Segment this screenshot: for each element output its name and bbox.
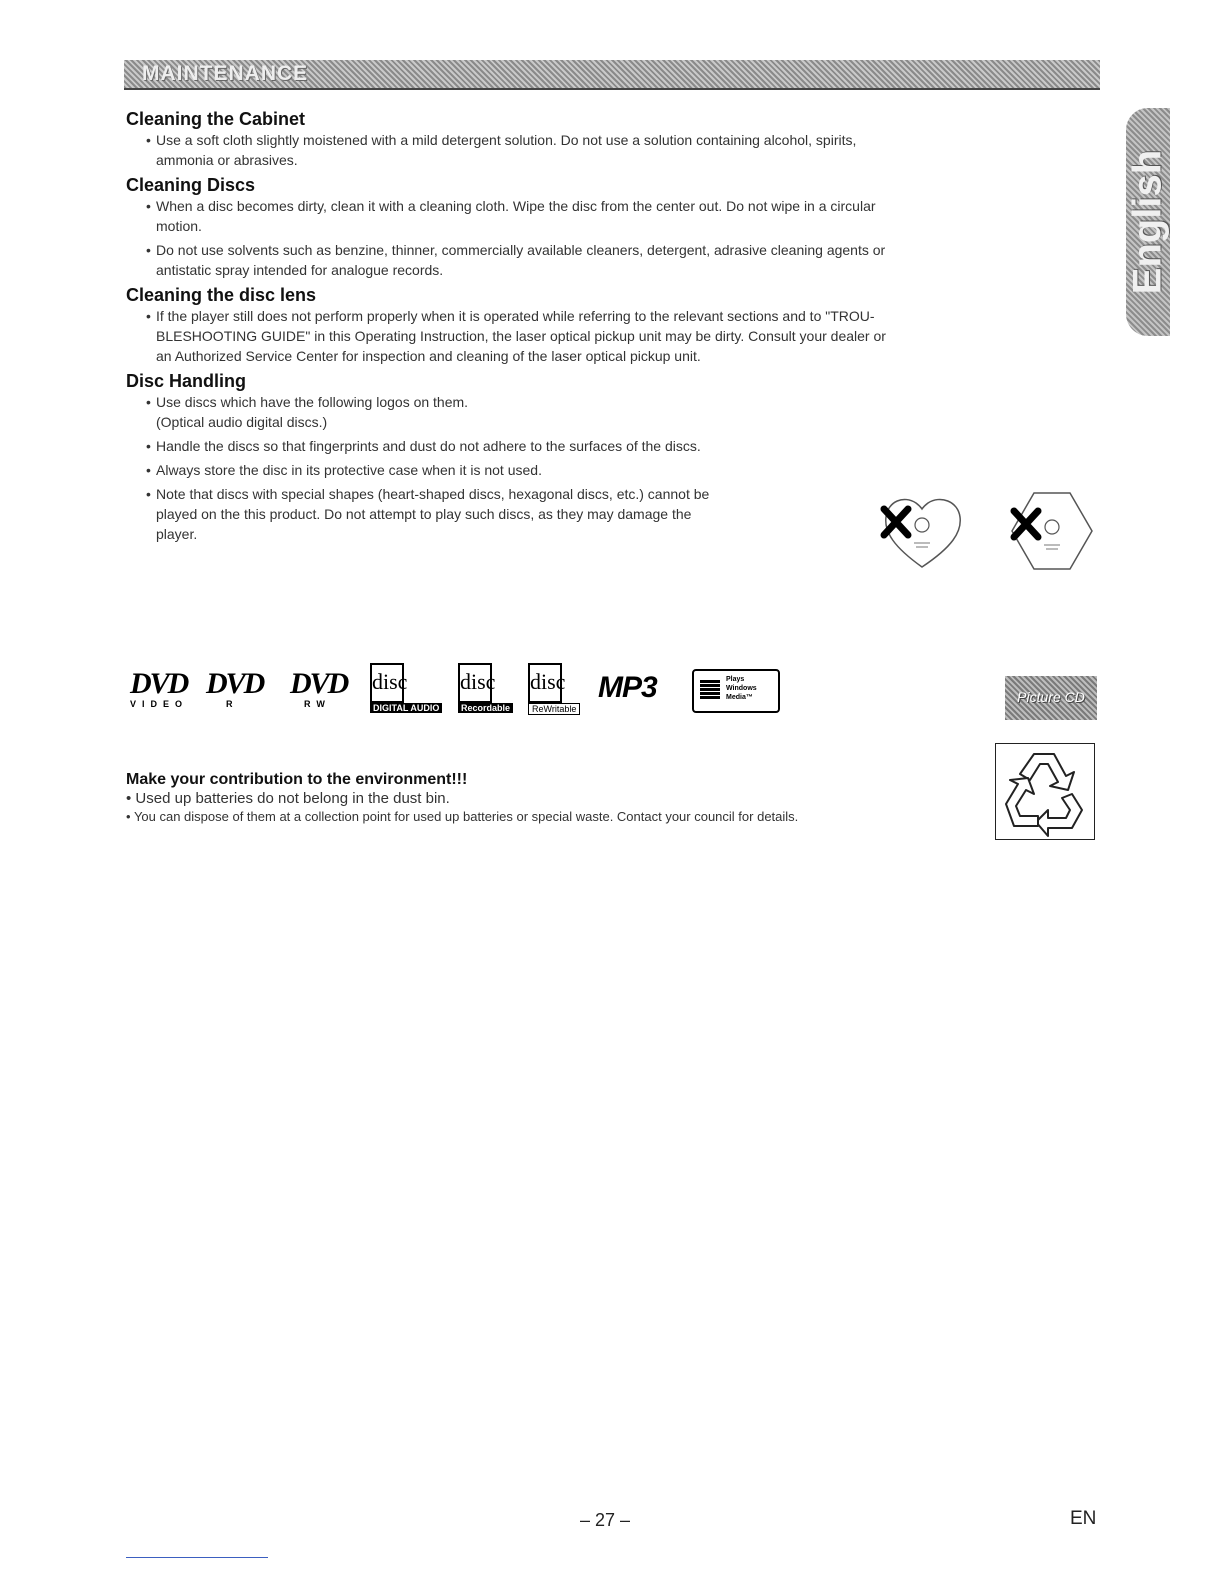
logo-word: DVD: [290, 667, 348, 700]
line: • Do not use solvents such as benzine, thinner, commercially available cleaners, detergent, adrasive cleaning agents or: [156, 242, 886, 258]
recycle-icon: [996, 744, 1094, 839]
windows-flag-icon: [700, 679, 720, 699]
maintenance-content: [126, 108, 1086, 548]
line: played on the this product. Do not attempt to play such discs, as they may damage the: [156, 506, 692, 522]
list-item: • You can dispose of them at a collection point for used up batteries or special waste. Contact your council for details.: [126, 809, 799, 824]
list-item: [156, 306, 1086, 366]
lens-list: [156, 306, 1086, 366]
disc-logos-row: [130, 663, 790, 723]
recycle-logo-box: [995, 743, 1095, 840]
line: • When a disc becomes dirty, clean it with a cleaning cloth. Wipe the disc from the center out. Do not wipe in a circular: [156, 198, 876, 214]
heading-cleaning-lens: Cleaning the disc lens: [126, 285, 317, 305]
list-item: [156, 484, 856, 544]
line: BLESHOOTING GUIDE" in this Operating Instruction, the laser optical pickup unit may be dirty. Consult your dealer or: [156, 328, 886, 344]
heading-disc-handling: Disc Handling: [126, 371, 247, 391]
logo-word: DVD: [130, 667, 188, 700]
mp3-logo: MP3: [598, 671, 657, 704]
logo-sub: VIDEO: [130, 699, 189, 709]
disc-glyph: disc: [458, 663, 492, 703]
dvd-rw-logo: [290, 669, 347, 709]
logo-sub: R: [226, 699, 239, 709]
page-number: – 27 –: [580, 1510, 631, 1530]
hexagon-disc-prohibited-icon: [1004, 489, 1100, 573]
line: (Optical audio digital discs.): [156, 414, 328, 430]
section-header-bar: [124, 60, 1100, 90]
list-item: [156, 240, 1086, 280]
list-item: [156, 460, 1086, 480]
cabinet-list: [156, 130, 1086, 170]
line: • Handle the discs so that fingerprints and dust do not adhere to the surfaces of the discs.: [156, 438, 701, 454]
dvd-video-logo: [130, 669, 188, 709]
line: an Authorized Service Center for inspection and cleaning of the laser optical pickup unit.: [156, 348, 701, 364]
environment-list: [126, 790, 986, 826]
language-code: EN: [1070, 1508, 1097, 1529]
discs-list: [156, 196, 1086, 280]
wm-line: Media™: [726, 694, 753, 701]
disc-glyph: disc: [370, 663, 404, 703]
picture-cd-label: Picture CD: [1017, 689, 1085, 705]
dvd-r-logo: [206, 669, 263, 709]
wm-line: Plays: [726, 676, 745, 683]
wm-line: Windows: [726, 685, 757, 692]
list-item: [156, 130, 1086, 170]
picture-cd-logo: [1005, 676, 1097, 720]
environment-notice: [126, 770, 986, 826]
language-tab-label: English: [1125, 149, 1170, 295]
item-text: Used up batteries do not belong in the dust bin.: [135, 790, 450, 807]
language-side-tab: [1126, 108, 1170, 336]
footer-rule: [126, 1557, 268, 1558]
line: • Use a soft cloth slightly moistened with a mild detergent solution. Do not use a solution containing alcohol, spirits,: [156, 132, 857, 148]
heading-cleaning-discs: Cleaning Discs: [126, 175, 256, 195]
list-item: [156, 392, 1086, 432]
item-text: You can dispose of them at a collection point for used up batteries or special waste. Contact your council for details.: [133, 809, 799, 824]
logo-caption: Recordable: [458, 703, 513, 713]
logo-caption: DIGITAL AUDIO: [370, 703, 442, 713]
line: ammonia or abrasives.: [156, 152, 298, 168]
cd-digital-audio-logo: [370, 663, 442, 713]
windows-media-logo: [692, 669, 780, 713]
list-item: [156, 196, 1086, 236]
line: • Always store the disc in its protective case when it is not used.: [156, 462, 542, 478]
environment-heading: Make your contribution to the environment!!!: [126, 771, 468, 788]
line: player.: [156, 526, 198, 542]
heading-cleaning-cabinet: Cleaning the Cabinet: [126, 109, 306, 129]
list-item: • Used up batteries do not belong in the dust bin.: [126, 790, 450, 807]
logo-caption: ReWritable: [528, 703, 580, 715]
disc-glyph: disc: [528, 663, 562, 703]
windows-media-text: [726, 675, 757, 702]
logo-word: DVD: [206, 667, 264, 700]
cd-recordable-logo: [458, 663, 513, 713]
section-title: MAINTENANCE: [142, 62, 309, 85]
cd-rewritable-logo: [528, 663, 580, 715]
line: • Note that discs with special shapes (heart-shaped discs, hexagonal discs, etc.) cannot be: [156, 486, 710, 502]
line: motion.: [156, 218, 202, 234]
heart-disc-prohibited-icon: [874, 487, 970, 573]
line: antistatic spray intended for analogue records.: [156, 262, 444, 278]
list-item: [156, 436, 1086, 456]
line: • Use discs which have the following logos on them.: [156, 394, 469, 410]
line: • If the player still does not perform properly when it is operated while referring to the relevant sections and to "TROU-: [156, 308, 875, 324]
logo-sub: RW: [304, 699, 331, 709]
